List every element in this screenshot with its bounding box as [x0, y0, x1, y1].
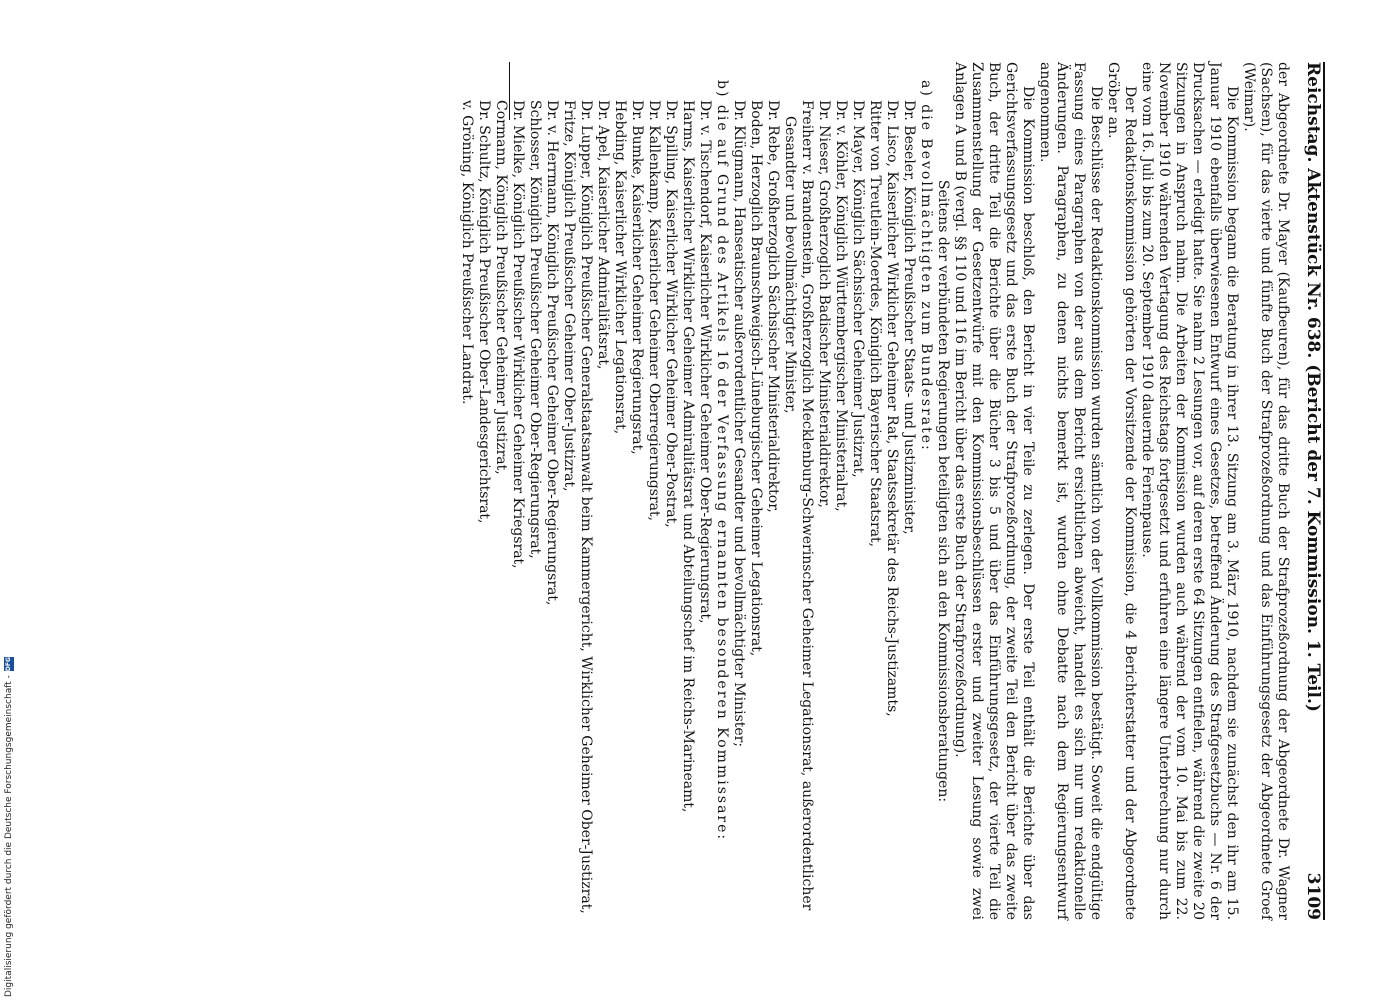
list-item: Ritter von Treutlein-Moerdes, Königlich Bayerischer Staatsrat,: [867, 100, 883, 548]
header-title: Reichstag. Aktenstück Nr. 638. (Bericht der 7. Kommission. 1. Teil.): [1303, 62, 1323, 712]
list-item: Dr. v. Tischendorf, Kaiserlicher Wirklicher Geheimer Ober-Regierungsrat,: [697, 100, 713, 624]
paragraph: Die Kommission begann die Beratung in ihrer 13. Sitzung am 3. März 1910, nachdem sie zunächst den ihr am 15. Januar 1910 ebenfalls überwiesenen Entwurf eines Gesetzes, betreffend Änderung des Strafgesetzbuchs — Nr. 6 der Drucksachen — erledigt hatte. Sie nahm 2 Lesungen vor, auf deren erste 64 Sitzungen entfielen, während die zweite 20 Sitzungen in Anspruch nahm. Die Arbeiten der Kommission wurden auch während der vom 10. Mai bis zum 22. November 1910 währenden Vertagung des Reichstags fortgesetzt und erfuhren eine längere Unterbrechung nur durch eine vom 16. Juli bis zum 20. September 1910 dauernde Ferienpause.: [1139, 62, 1240, 920]
section-a-heading: a) die Bevollmächtigten zum Bundesrate:: [918, 80, 934, 452]
list-item: Harms, Kaiserlicher Wirklicher Geheimer Admiralitätsrat und Abteilungschef im Reichs-Marineamt,: [680, 100, 696, 813]
list-item: Dr. Klügmann, Hanseatischer außerordentlicher Gesandter und bevollmächtigter Minister;: [731, 100, 747, 748]
list-item: Dr. Mielke, Königlich Preußischer Wirklicher Geheimer Kriegsrat,: [510, 100, 526, 569]
list-item: Hebding, Kaiserlicher Wirklicher Legationsrat,: [612, 100, 628, 435]
paragraph: Der Redaktionskommission gehörten der Vorsitzende der Kommission, die 4 Berichterstatter und der Abgeordnete Gröber an.: [1105, 62, 1138, 920]
list-item: Dr. v. Köhler, Königlich Württembergischer Ministerialrat,: [833, 100, 849, 512]
end-rule: [509, 62, 510, 120]
paragraph: Die Beschlüsse der Redaktionskommission wurden sämtlich von der Vollkommission bestätigt. Soweit die endgültige Fassung eines Paragraphen von der aus dem Bericht ersichtlichen abweicht, handelt es sich nur um redaktionelle Änderungen. Paragraphen, zu denen nichts bemerkt ist, wurden ohne Debatte nach dem Regierungsentwurf angenommen.: [1037, 62, 1104, 920]
list-item: Fritze, Königlich Preußischer Geheimer Ober-Justizrat,: [561, 100, 577, 492]
list-item: Dr. Lupper, Königlich Preußischer Generalstaatsanwalt beim Kammergericht, Wirklicher Geheimer Ober-Justizrat,: [578, 100, 594, 914]
list-item: Boden, Herzoglich Braunschweigisch-Lüneburgischer Geheimer Legationsrat,: [748, 100, 764, 657]
list-item: Dr. Beseler, Königlich Preußischer Staats- und Justizminister,: [901, 100, 917, 535]
list-item: Dr. Bumke, Kaiserlicher Geheimer Regierungsrat,: [629, 100, 645, 455]
digitization-footer: [2, 607, 16, 997]
list-item: v. Gröning, Königlich Preußischer Landrat.: [459, 100, 475, 405]
list-item: Dr. Schultz, Königlich Preußischer Ober-Landesgerichtsrat,: [476, 100, 492, 524]
section-a-list: [730, 100, 917, 920]
dfg-logo-icon: DFG: [4, 657, 12, 672]
paragraph: Die Kommission beschloß, den Bericht in vier Teile zu zerlegen. Der erste Teil enthält die Berichte über das Gerichtsverfassungsgesetz und das erste Buch der Strafprozeßordnung, der zweite Teil den Bericht über das zweite Buch, der dritte Teil die Berichte über die Bücher 3 bis 5 und über das Einführungsgesetz, der vierte Teil die Zusammenstellung der Gesetzentwürfe mit den Kommissionsbeschlüssen erster und zweiter Lesung sowie zwei Anlagen A und B (vergl. §§ 110 und 116 im Bericht über das erste Buch der Strafprozeßordnung).: [952, 62, 1036, 920]
section-b-list: [458, 100, 713, 920]
list-item: Cormann, Königlich Preußischer Geheimer Justizrat,: [493, 100, 509, 475]
list-item: Dr. Nieser, Großherzoglich Badischer Ministerialdirektor,: [816, 100, 832, 508]
page-header: [1299, 62, 1323, 920]
list-item: Dr. v. Herrmann, Königlich Preußischer Geheimer Ober-Regierungsrat,: [544, 100, 560, 606]
paragraph: der Abgeordnete Dr. Mayer (Kaufbeuren), für das dritte Buch der Strafprozeßordnung der Abgeordnete Dr. Wagner (Sachsen), für das vierte und fünfte Buch der Strafprozeßordnung und das Einführungsgesetz der Abgeordnete Groef (Weimar).: [1241, 62, 1291, 920]
footer-credit: Digitalisierung gefördert durch die Deutsche Forschungsgemeinschaft -: [4, 675, 14, 997]
list-item: Freiherr v. Brandenstein, Großherzoglich Mecklenburg-Schwerinscher Geheimer Legationsrat, außerordentlicher Gesandter und bevollmächtigter Minister,: [782, 100, 815, 911]
list-item: Dr. Mayer, Königlich Sächsischer Geheimer Justizrat,: [850, 100, 866, 478]
list-item: Dr. Rebe, Großherzoglich Sächsischer Ministerialdirektor,: [765, 100, 781, 513]
list-item: Dr. Kallenkamp, Kaiserlicher Geheimer Oberregierungsrat,: [646, 100, 662, 522]
list-item: Dr. Lisco, Kaiserlicher Wirklicher Geheimer Rat, Staatssekretär des Reichs-Justizamts,: [884, 100, 900, 717]
list-item: Dr. Spilling, Kaiserlicher Wirklicher Geheimer Ober-Postrat,: [663, 100, 679, 528]
page-body: [458, 62, 1291, 920]
header-rule: [1323, 62, 1325, 920]
section-b-heading: b) die auf Grund des Artikels 16 der Verfassung ernannten besonderen Kommissare:: [714, 80, 730, 842]
list-item: Schlosser, Königlich Preußischer Geheimer Ober-Regierungsrat,: [527, 100, 543, 559]
paragraph: Seitens der verbündeten Regierungen beteiligten sich an den Kommissionsberatungen:: [935, 179, 951, 803]
list-item: Dr. Apel, Kaiserlicher Admiralitätsrat,: [595, 100, 611, 370]
page-number: 3109: [1303, 872, 1323, 920]
